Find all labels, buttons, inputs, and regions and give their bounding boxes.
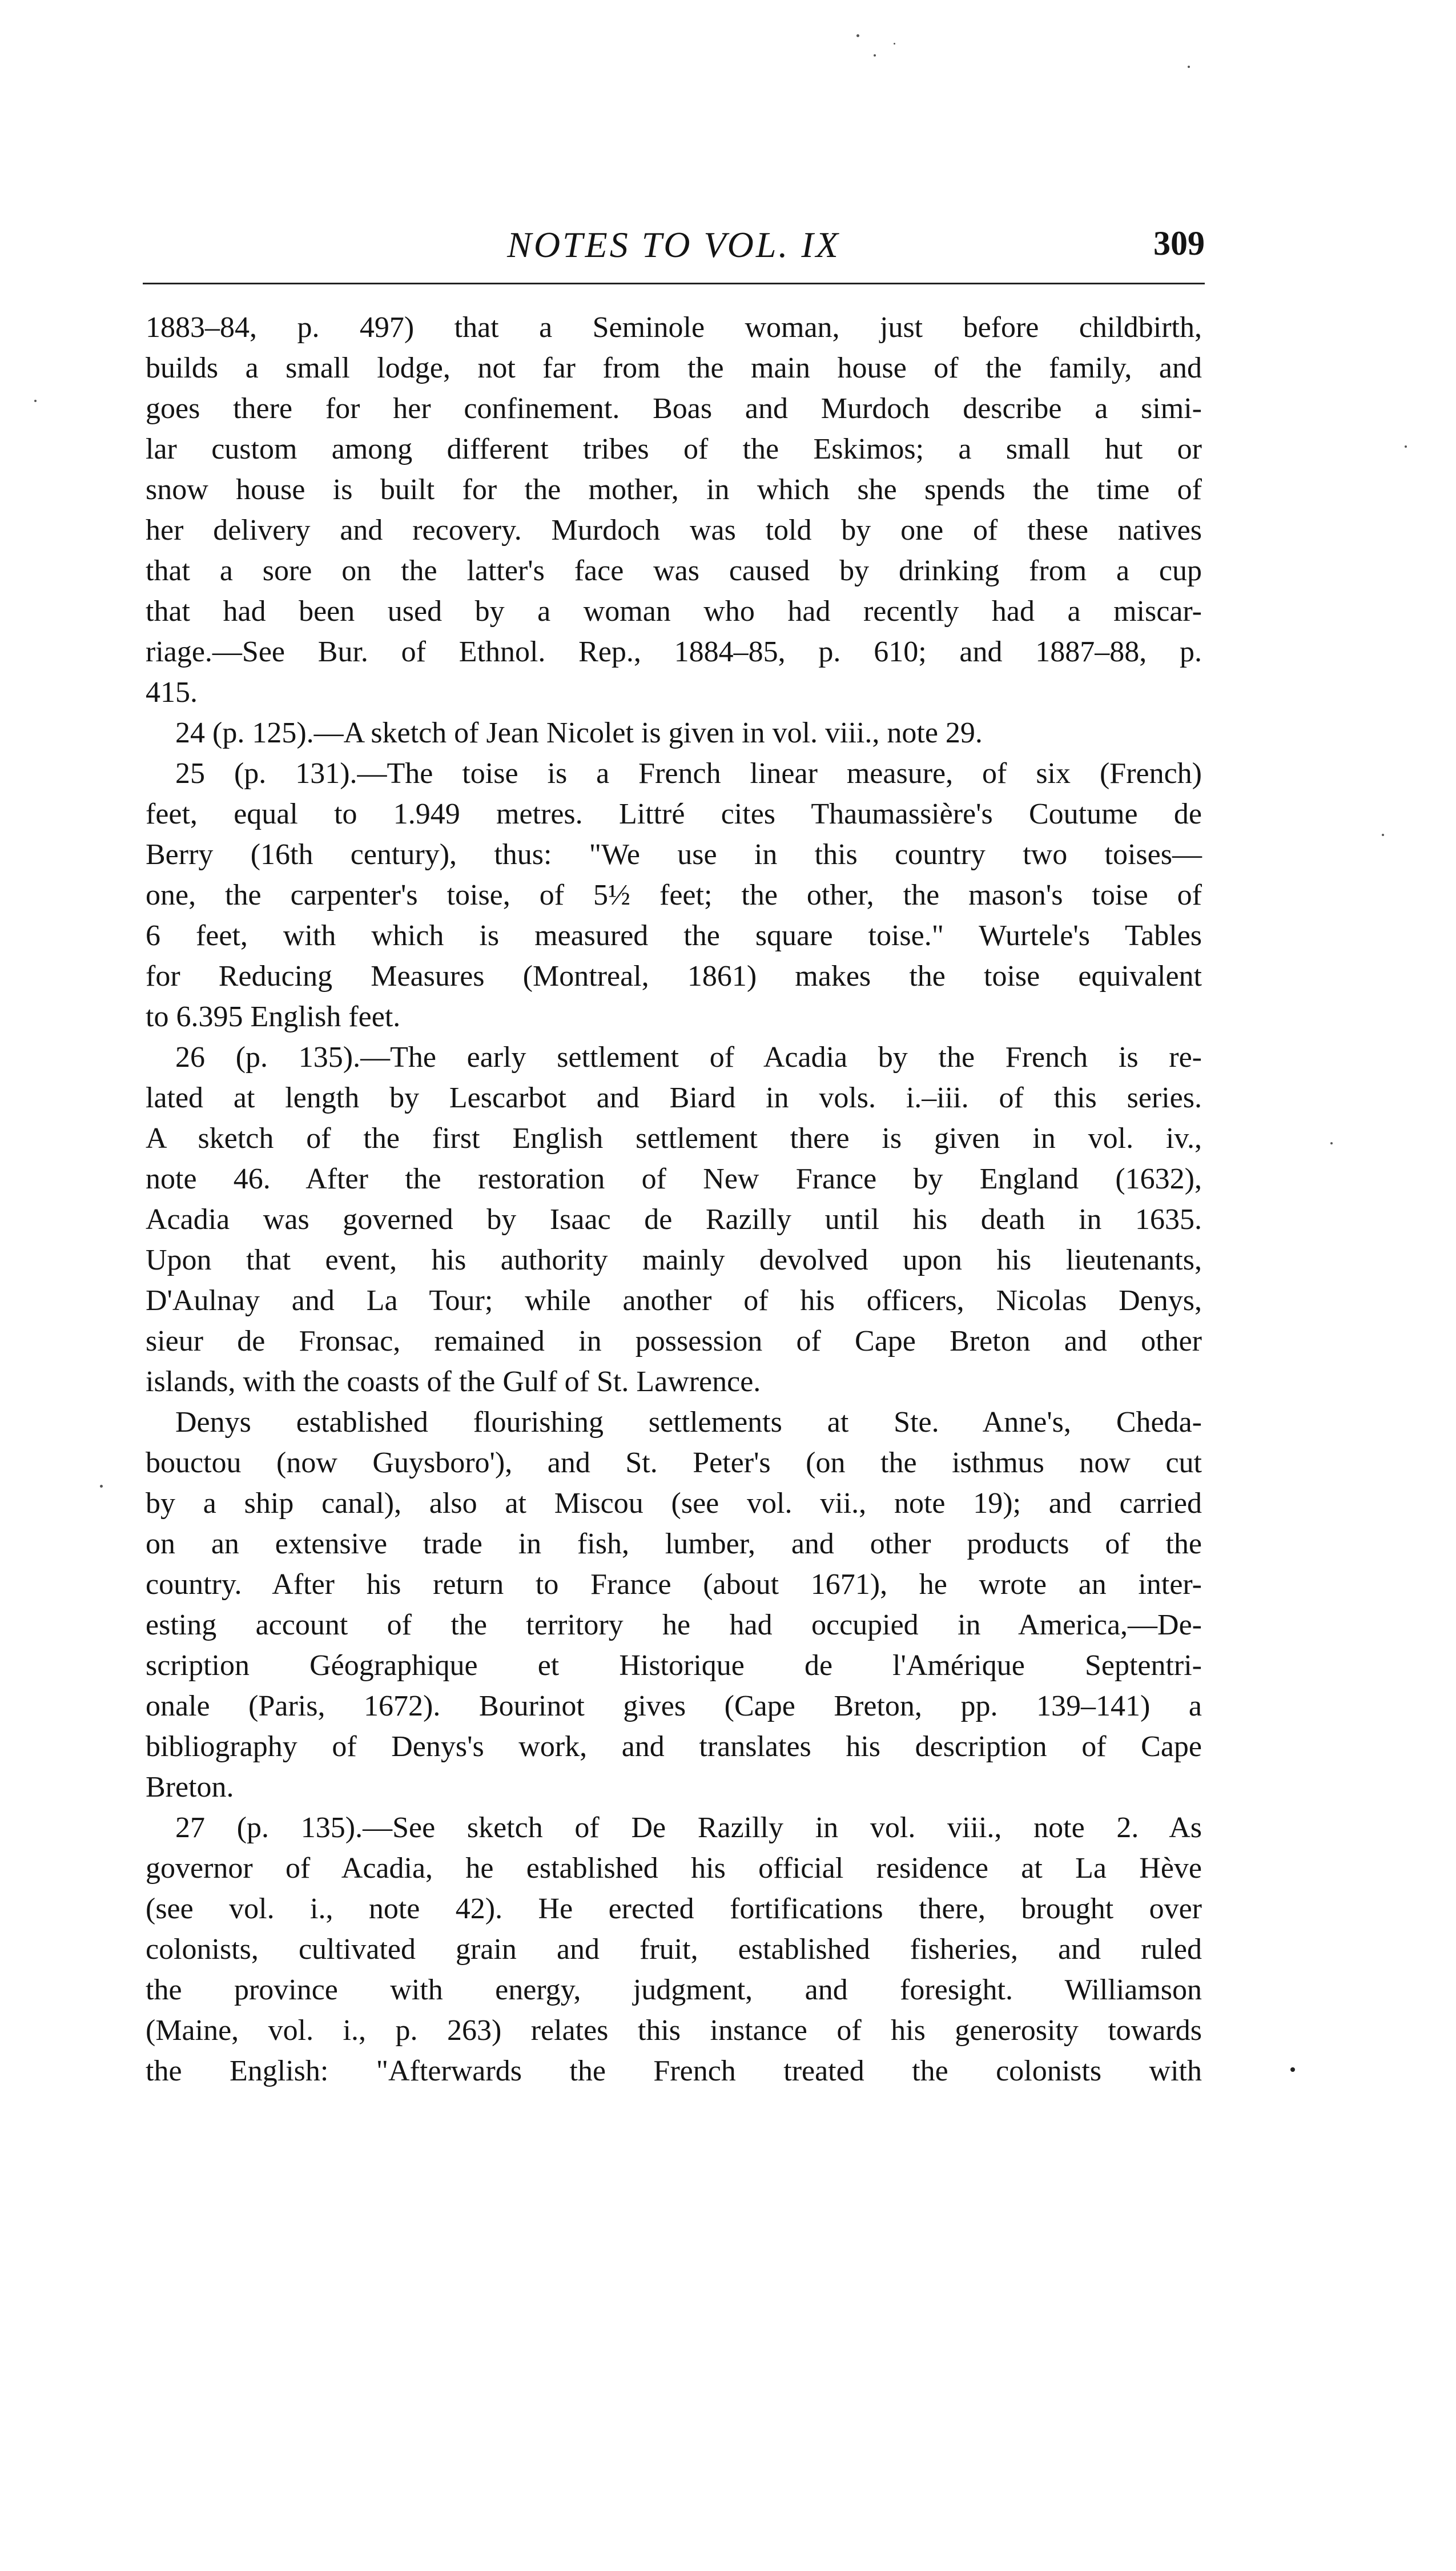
text-line: 26 (p. 135).—The early settlement of Acadia by the French is re-: [175, 1041, 1202, 1074]
scan-speck: [1290, 2067, 1295, 2072]
text-line: Acadia was governed by Isaac de Razilly until his death in 1635.: [146, 1203, 1202, 1236]
scan-speck: [34, 400, 37, 402]
text-line: goes there for her confinement. Boas and Murdoch describe a simi-: [146, 392, 1202, 425]
text-line: 25 (p. 131).—The toise is a French linear measure, of six (French): [175, 757, 1202, 790]
text-line: note 46. After the restoration of New France by England (1632),: [146, 1163, 1202, 1195]
text-line: Breton.: [146, 1771, 234, 1803]
text-line: A sketch of the first English settlement there is given in vol. iv.,: [146, 1122, 1202, 1155]
scan-speck: [1405, 445, 1407, 448]
running-head: NOTES TO VOL. IX: [507, 224, 840, 265]
text-line: colonists, cultivated grain and fruit, established fisheries, and ruled: [146, 1933, 1202, 1966]
text-line: onale (Paris, 1672). Bourinot gives (Cape Breton, pp. 139–141) a: [146, 1690, 1202, 1722]
text-line: builds a small lodge, not far from the main house of the family, and: [146, 352, 1202, 384]
text-line: country. After his return to France (about 1671), he wrote an inter-: [146, 1568, 1202, 1601]
scan-speck: [856, 34, 859, 37]
scan-speck: [1330, 1142, 1333, 1144]
text-line: Upon that event, his authority mainly devolved upon his lieutenants,: [146, 1244, 1202, 1276]
text-line: 24 (p. 125).—A sketch of Jean Nicolet is given in vol. viii., note 29.: [175, 717, 983, 749]
text-line: 415.: [146, 676, 198, 709]
header-rule: [143, 283, 1205, 284]
text-line: Berry (16th century), thus: "We use in this country two toises—: [146, 838, 1202, 871]
text-line: bouctou (now Guysboro'), and St. Peter's (on the isthmus now cut: [146, 1447, 1202, 1479]
text-line: riage.—See Bur. of Ethnol. Rep., 1884–85, p. 610; and 1887–88, p.: [146, 636, 1202, 668]
text-line: 6 feet, with which is measured the square toise." Wurtele's Tables: [146, 919, 1202, 952]
text-line: (Maine, vol. i., p. 263) relates this instance of his generosity towards: [146, 2014, 1202, 2047]
text-line: bibliography of Denys's work, and translates his description of Cape: [146, 1730, 1202, 1763]
scan-speck: [894, 43, 895, 45]
text-line: her delivery and recovery. Murdoch was told by one of these natives: [146, 514, 1202, 547]
text-line: that a sore on the latter's face was caused by drinking from a cup: [146, 555, 1202, 587]
page-number: 309: [1153, 224, 1205, 262]
text-line: for Reducing Measures (Montreal, 1861) makes the toise equivalent: [146, 960, 1202, 993]
text-line: to 6.395 English feet.: [146, 1001, 401, 1033]
text-line: 27 (p. 135).—See sketch of De Razilly in vol. viii., note 2. As: [175, 1811, 1202, 1844]
text-line: snow house is built for the mother, in which she spends the time of: [146, 473, 1202, 506]
text-line: D'Aulnay and La Tour; while another of his officers, Nicolas Denys,: [146, 1284, 1202, 1317]
text-line: by a ship canal), also at Miscou (see vol. vii., note 19); and carried: [146, 1487, 1202, 1520]
text-line: on an extensive trade in fish, lumber, and other products of the: [146, 1528, 1202, 1560]
text-line: 1883–84, p. 497) that a Seminole woman, just before childbirth,: [146, 311, 1202, 344]
notes-body: [146, 307, 1202, 2091]
scan-speck: [100, 1485, 103, 1488]
text-line: the province with energy, judgment, and foresight. Williamson: [146, 1974, 1202, 2006]
text-line: Denys established flourishing settlements at Ste. Anne's, Cheda-: [175, 1406, 1202, 1439]
scan-speck: [1382, 834, 1384, 836]
scan-speck: [1188, 66, 1190, 68]
text-line: islands, with the coasts of the Gulf of St. Lawrence.: [146, 1365, 761, 1398]
text-line: esting account of the territory he had occupied in America,—De-: [146, 1609, 1202, 1641]
text-line: sieur de Fronsac, remained in possession of Cape Breton and other: [146, 1325, 1202, 1357]
page-header: [143, 217, 1205, 268]
text-line: the English: "Afterwards the French treated the colonists with: [146, 2055, 1202, 2087]
text-line: feet, equal to 1.949 metres. Littré cites Thaumassière's Coutume de: [146, 798, 1202, 830]
text-line: scription Géographique et Historique de l'Amérique Septentri-: [146, 1649, 1202, 1682]
text-line: governor of Acadia, he established his official residence at La Hève: [146, 1852, 1202, 1885]
text-line: (see vol. i., note 42). He erected fortifications there, brought over: [146, 1893, 1202, 1925]
text-line: lated at length by Lescarbot and Biard in vols. i.–iii. of this series.: [146, 1082, 1202, 1114]
text-line: that had been used by a woman who had recently had a miscar-: [146, 595, 1202, 628]
text-line: lar custom among different tribes of the Eskimos; a small hut or: [146, 433, 1202, 465]
text-line: one, the carpenter's toise, of 5½ feet; the other, the mason's toise of: [146, 879, 1202, 911]
scan-speck: [874, 54, 876, 57]
